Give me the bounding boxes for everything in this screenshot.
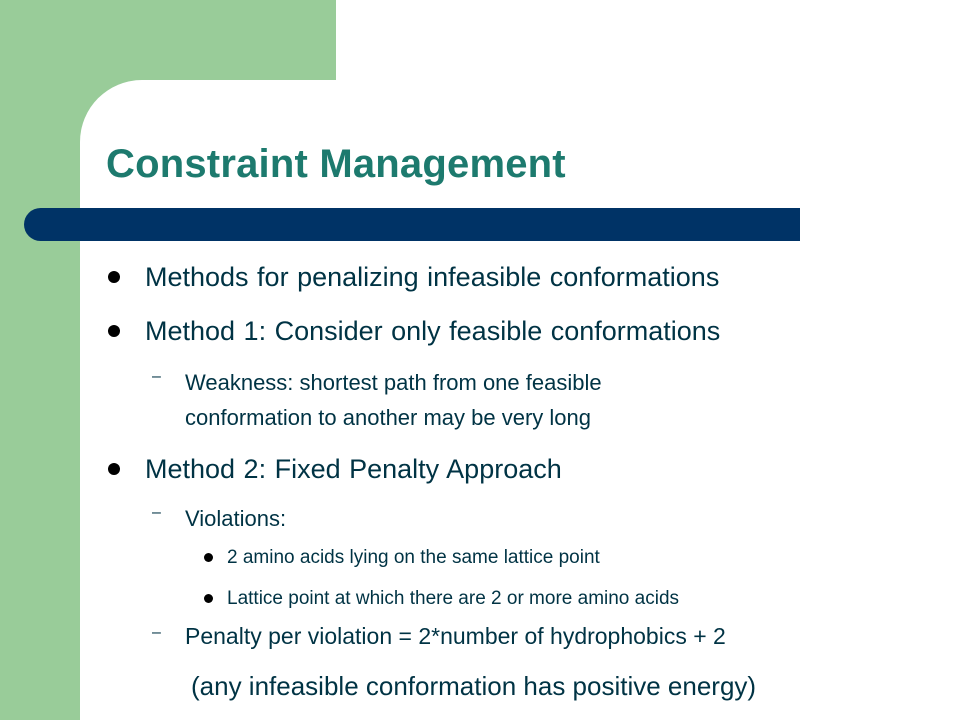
bullet-dot-icon	[204, 553, 213, 562]
violation-text: 2 amino acids lying on the same lattice point	[227, 547, 600, 568]
dash-marker: –	[152, 624, 161, 641]
bullet-text: Methods for penalizing infeasible conformations	[145, 261, 720, 292]
bullet-methods-penalizing	[106, 259, 950, 295]
sub-bullet-violations	[150, 502, 950, 536]
bullet-text: Method 1: Consider only feasible conformations	[145, 315, 721, 346]
sub-bullet-text: Violations:	[185, 506, 287, 531]
dash-marker: –	[152, 504, 161, 521]
sub-bullet-text: Penalty per violation = 2*number of hydrophobics + 2	[185, 623, 726, 649]
bullet-dot-icon	[108, 271, 120, 283]
sub-bullet-text-line2: conformation to another may be very long	[185, 405, 592, 430]
bullet-method-2	[106, 451, 950, 487]
sub-bullet-penalty	[150, 620, 950, 656]
slide-title: Constraint Management	[106, 142, 566, 186]
dash-marker: –	[152, 368, 161, 385]
violation-text: Lattice point at which there are 2 or more amino acids	[227, 588, 680, 609]
note-text: (any infeasible conformation has positive energy)	[191, 671, 757, 701]
bullet-dot-icon	[108, 463, 120, 475]
bullet-dot-icon	[108, 325, 120, 337]
bullet-dot-icon	[204, 594, 213, 603]
sub-bullet-text-line1: Weakness: shortest path from one feasible	[185, 370, 602, 395]
violation-item	[204, 543, 944, 573]
bullet-text: Method 2: Fixed Penalty Approach	[145, 453, 562, 484]
bullet-method-1	[106, 313, 950, 349]
violation-item	[204, 584, 944, 614]
sub-bullet-weakness	[150, 366, 950, 436]
